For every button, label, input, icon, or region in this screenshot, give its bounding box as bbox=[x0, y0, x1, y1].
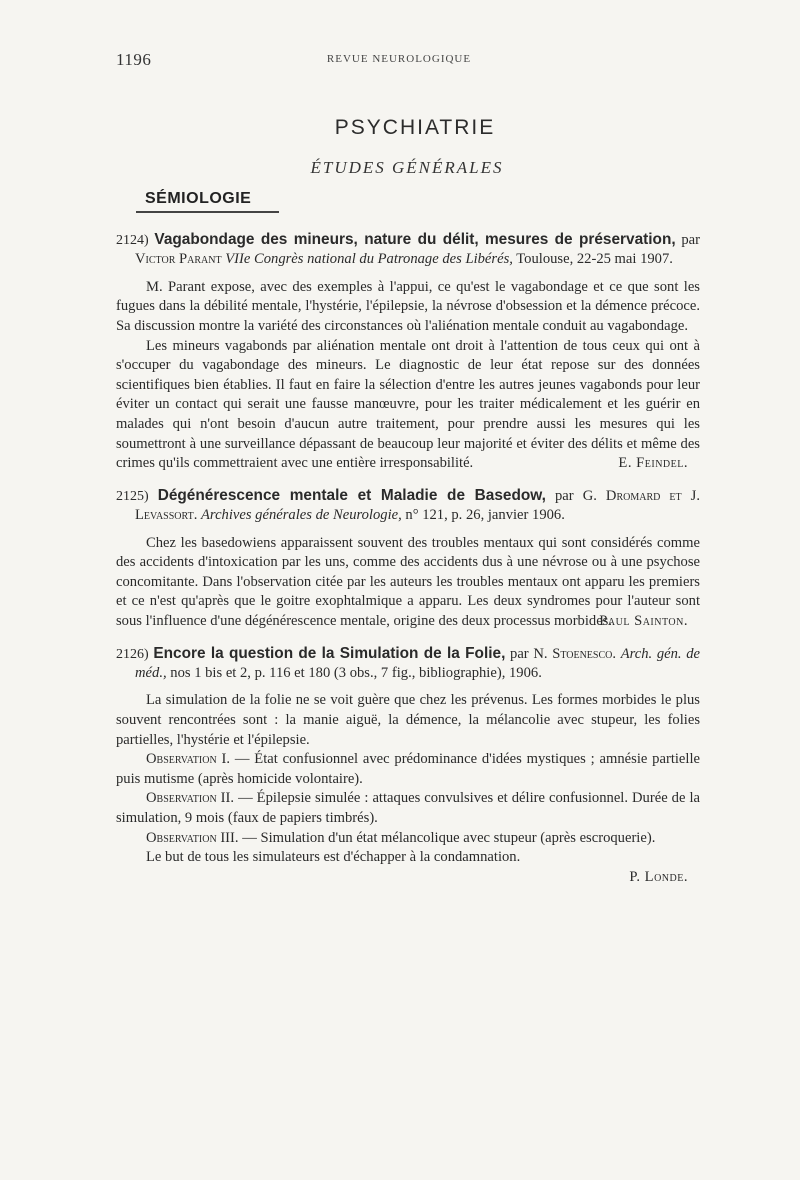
reviewer-signature: P. Londe. bbox=[629, 868, 688, 885]
observation bbox=[116, 789, 700, 828]
entry-source: Archives générales de Neurologie, bbox=[201, 507, 402, 524]
entry-number: 2126) bbox=[116, 646, 149, 662]
abstract-entry bbox=[116, 230, 700, 474]
abstract-entry bbox=[116, 486, 700, 632]
paragraph: Le but de tous les simulateurs est d'échapper à la condamnation. bbox=[146, 849, 521, 866]
entry-heading bbox=[116, 230, 700, 270]
entry-authors: N. Stoenesco. bbox=[533, 645, 617, 662]
journal-title: REVUE NEUROLOGIQUE bbox=[326, 53, 472, 65]
rubric-underline bbox=[136, 211, 279, 213]
entry-title: Dégénérescence mentale et Maladie de Basedow, bbox=[157, 486, 546, 504]
rubric-heading: SÉMIOLOGIE bbox=[145, 190, 252, 207]
observation-label: Observation I. bbox=[146, 751, 231, 768]
entry-by: par bbox=[545, 487, 583, 504]
observation bbox=[116, 829, 700, 849]
observation-label: Observation II. bbox=[146, 790, 235, 807]
page-number: 1196 bbox=[116, 50, 152, 69]
observation bbox=[116, 750, 700, 789]
paragraph: Les mineurs vagabonds par aliénation mentale ont droit à l'attention de tous ceux qui ont à s'occuper du vagabondage des mineurs. Le diagnostic de leur état repose sur des données scientifiques bien établies. Il faut en faire la sélection d'entre les autres jeunes vagabonds pour leur éviter un contact qui serait une fausse manœuvre, pour les traiter médicalement et les guérir en malades qui n'ont besoin d'aucun autre traitement, pour prendre aussi les mesures qui les soumettront à une surveillance dépassant de beaucoup leur majorité et éviter des délits et même des crimes qu'ils commettraient avec une entière irresponsabilité. bbox=[116, 337, 700, 472]
reviewer-signature: E. Feindel. bbox=[618, 455, 688, 472]
entry-authors: G. Dromard et J. Levassort. bbox=[135, 487, 700, 524]
section-title: PSYCHIATRIE bbox=[334, 116, 496, 139]
entry-title: Vagabondage des mineurs, nature du délit, mesures de préservation, bbox=[154, 231, 676, 248]
reviewer-signature: Paul Sainton. bbox=[599, 612, 688, 629]
paragraph: La simulation de la folie ne se voit guère que chez les prévenus. Les formes morbides le plus souvent rencontrées sont : la manie aiguë, la démence, la mélancolie avec stupeur, les folies partielles, l'hystérie et l'épilepsie. bbox=[116, 692, 700, 748]
paragraph: M. Parant expose, avec des exemples à l'appui, ce qu'est le vagabondage et ce que sont les fugues dans la débilité mentale, l'hystérie, l'épilepsie, la névrose d'obsession et la démence précoce. Sa discussion montre la variété des circonstances où l'aliénation mentale conduit au vagabondage. bbox=[116, 278, 700, 334]
observation-text: — État confusionnel avec prédominance d'idées mystiques ; amnésie partielle puis mutisme (après homicide volontaire). bbox=[116, 751, 700, 787]
entry-details: nos 1 bis et 2, p. 116 et 180 (3 obs., 7 fig., bibliographie), 1906. bbox=[166, 664, 542, 681]
entry-by: par bbox=[675, 232, 700, 248]
entry-heading bbox=[116, 644, 700, 684]
entry-authors: Victor Parant bbox=[135, 251, 222, 268]
entry-details: n° 121, p. 26, janvier 1906. bbox=[401, 507, 565, 524]
running-head bbox=[116, 50, 682, 70]
entry-by: par bbox=[505, 645, 534, 662]
observation-text: — Simulation d'un état mélancolique avec stupeur (après escroquerie). bbox=[238, 829, 656, 846]
entry-details: Toulouse, 22-25 mai 1907. bbox=[512, 251, 673, 268]
entry-number: 2125) bbox=[116, 488, 149, 504]
article-body bbox=[116, 230, 700, 899]
observation-label: Observation III. bbox=[146, 829, 239, 846]
observation-text: — Épilepsie simulée : attaques convulsives et délire confusionnel. Durée de la simulation, 9 mois (faux de papiers timbrés). bbox=[116, 790, 700, 826]
paragraph: Chez les basedowiens apparaissent souvent des troubles mentaux qui sont considérés comme des accidents d'intoxication par les uns, comme des accidents dus à une névrose ou à une psychose concomitante. Dans l'observation citée par les auteurs les troubles mentaux ont apparu les premiers et ce n'est qu'après que le goitre exophtalmique a apparu. Les deux syndromes pour l'auteur sont sous l'influence d'une dégénérescence mentale, origine des deux processus morbides. bbox=[116, 534, 700, 629]
entry-source: Arch. gén. de méd., bbox=[135, 645, 701, 681]
entry-number: 2124) bbox=[116, 233, 149, 248]
abstract-entry bbox=[116, 644, 700, 888]
entry-heading bbox=[116, 486, 700, 526]
subsection-title: ÉTUDES GÉNÉRALES bbox=[310, 158, 504, 177]
entry-title: Encore la question de la Simulation de la Folie, bbox=[153, 644, 506, 662]
entry-source: VIIe Congrès national du Patronage des Libérés, bbox=[225, 251, 513, 268]
